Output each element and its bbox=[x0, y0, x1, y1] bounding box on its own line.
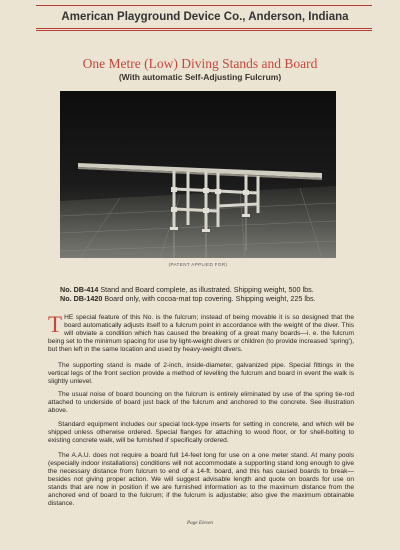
page-number: Page Eleven bbox=[186, 520, 214, 526]
paragraph-text: The supporting stand is made of 2-inch, inside-diameter, galvanized pipe. Special fittings in the vertical legs of the front section provide a method of levelling the fulcrum and board in event the walk is slightly unlevel. bbox=[48, 362, 354, 385]
drop-cap: T bbox=[48, 312, 63, 337]
spec-code: No. DB-414 bbox=[60, 285, 99, 294]
paragraph-equipment bbox=[48, 421, 354, 445]
photo-illustration bbox=[60, 91, 336, 258]
paragraph-text: The usual noise of board bouncing on the fulcrum is entirely eliminated by use of the spring tie-rod attached to underside of board just back of the fulcrum and anchored to the concrete. See illustration above. bbox=[48, 391, 354, 414]
spec-code: No. DB-1420 bbox=[60, 294, 103, 303]
paragraph-text: Standard equipment includes our special lock-type inserts for setting in concrete, and which will be shipped unless otherwise ordered. Special flanges for attaching to wood floor, or for shell-bolting to existing concrete walk, will be furnished if specifically ordered. bbox=[48, 421, 354, 444]
photo-caption: (PATENT APPLIED FOR) bbox=[168, 262, 228, 267]
page-subtitle: (With automatic Self-Adjusting Fulcrum) bbox=[118, 72, 282, 82]
spec-line bbox=[60, 294, 360, 303]
paragraph-stand bbox=[48, 362, 354, 386]
paragraph-aau bbox=[48, 452, 354, 508]
page-title: One Metre (Low) Diving Stands and Board bbox=[82, 56, 318, 71]
paragraph-noise bbox=[48, 391, 354, 415]
paragraph-text: The A.A.U. does not require a board full 14-feet long for use on a one meter stand. At many pools (especially indoor installations) conditions will not accommodate a supporting stand long enough to give the necessary distance from fulcrum to end of a 14-ft. board, and this has caused boards to break—besides not giving proper action. We will suggest advisable length and quote on boards for use on stands that are now in position if we are furnished information as to the maximum distance from the anchored end of board to the fulcrum; if the fulcrum is adjustable; also give the maximum obtainable distance. bbox=[48, 452, 354, 507]
diving-stand-photo bbox=[60, 91, 336, 258]
paragraph-text: HE special feature of this No. is the fulcrum; instead of being movable it is so designed that the board automatically adjusts itself to a fulcrum point in accordance with the weight of the diver. This will obviate a condition which has caused the breaking of a great many boards—i. e. the fulcrum being set to the minimum spacing for use by light-weight divers or children (to provide increased 'spring'), but then left in the same location and used by heavy-weight divers. bbox=[48, 314, 354, 353]
spec-text: Board only, with cocoa-mat top covering. Shipping weight, 225 lbs. bbox=[104, 294, 316, 303]
header-rule-bottom bbox=[36, 28, 372, 29]
spec-line bbox=[60, 285, 360, 294]
spec-text: Stand and Board complete, as illustrated. Shipping weight, 500 lbs. bbox=[100, 285, 314, 294]
paragraph-fulcrum bbox=[48, 314, 354, 354]
company-header: American Playground Device Co., Anderson, Indiana bbox=[61, 11, 349, 23]
header-rule-bottom-thin bbox=[36, 30, 372, 31]
